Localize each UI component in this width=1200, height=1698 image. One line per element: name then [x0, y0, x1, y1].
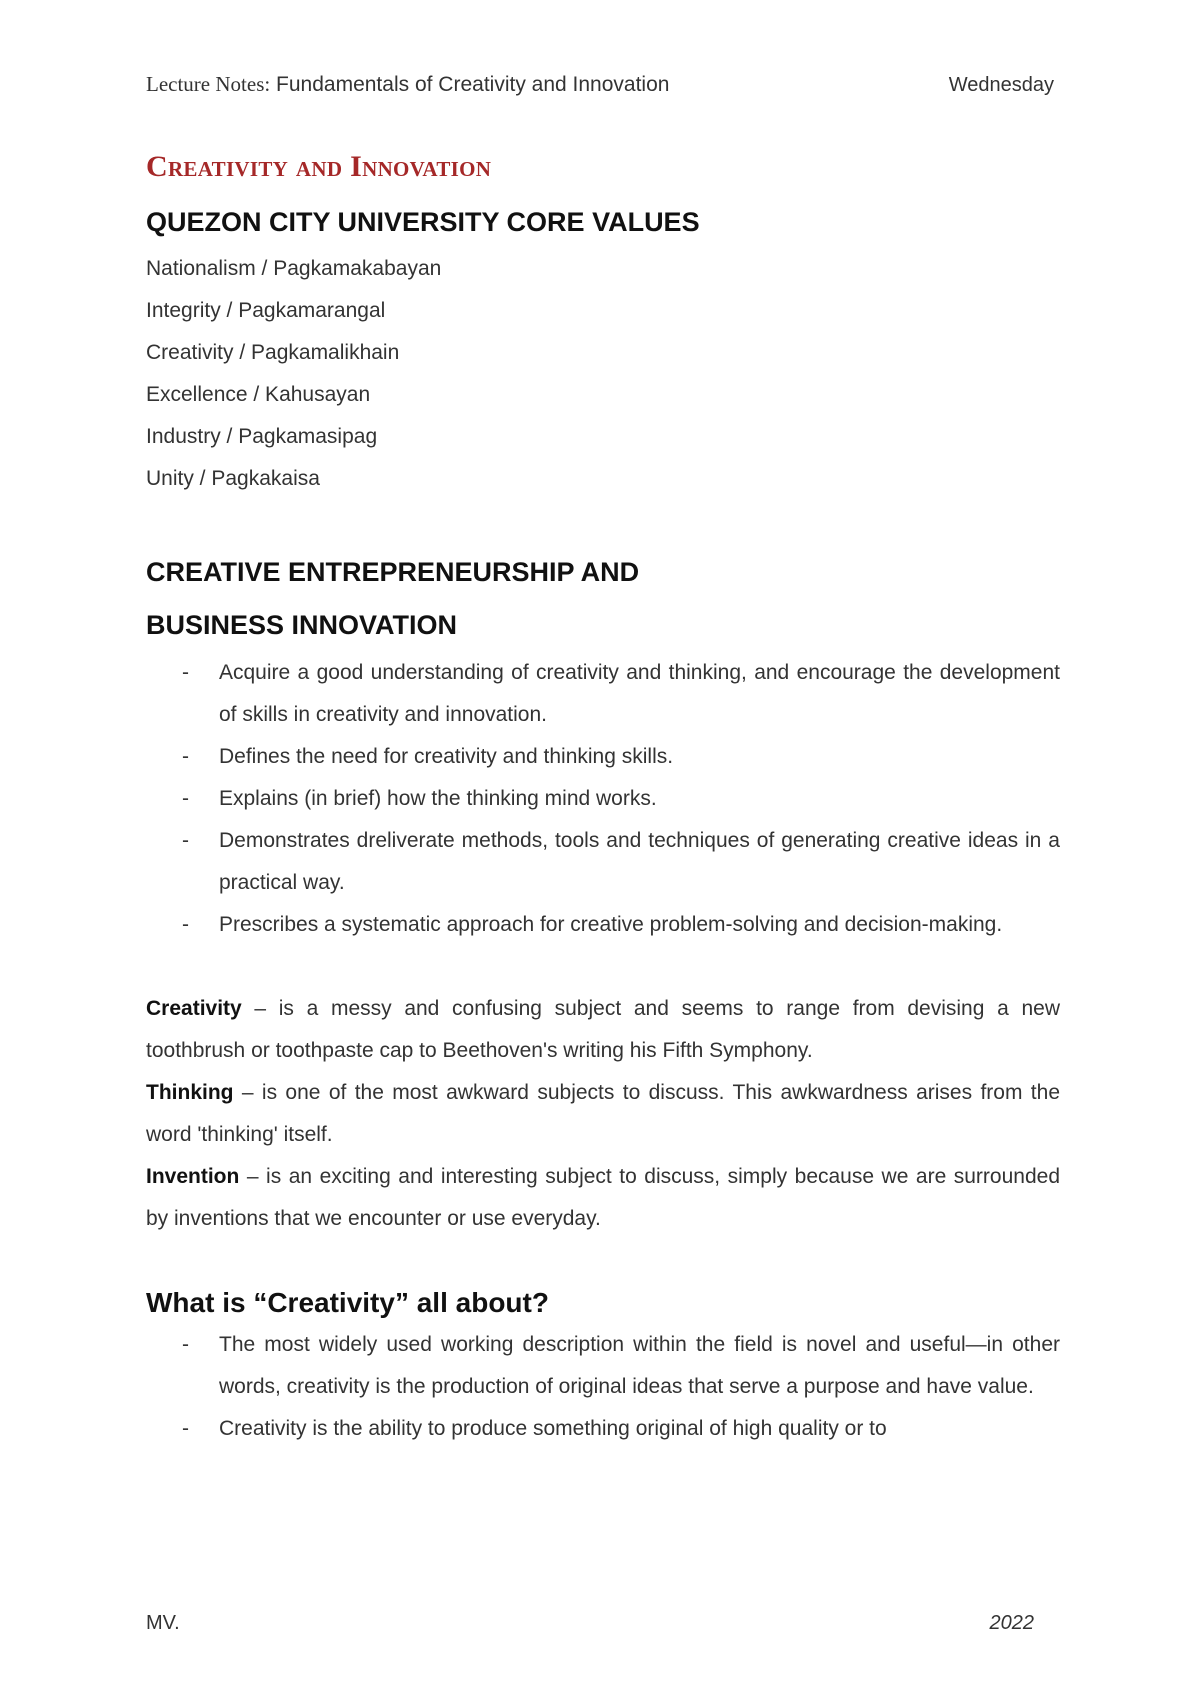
list-item-text: The most widely used working description within the field is novel and useful—in other words, creativity is the production of original ideas that serve a purpose and have value.: [219, 1333, 1060, 1398]
list-item: [146, 1408, 1060, 1450]
entrepreneurship-objectives-list: [146, 652, 1060, 946]
definition-term: Thinking: [146, 1081, 234, 1104]
core-value-item: Nationalism / Pagkamakabayan: [146, 257, 442, 280]
core-value-item: Creativity / Pagkamalikhain: [146, 341, 400, 364]
page-content: [146, 148, 1060, 1450]
header-day: Wednesday: [948, 74, 1054, 96]
list-item: [146, 736, 1060, 778]
core-value-item: Industry / Pagkamasipag: [146, 425, 378, 448]
footer-author: MV.: [146, 1612, 180, 1634]
list-item: [146, 820, 1060, 904]
dash-bullet: -: [182, 745, 189, 768]
list-item-text: Demonstrates dreliverate methods, tools and techniques of generating creative ideas in a practical way.: [219, 829, 1060, 894]
dash-bullet: -: [182, 913, 189, 936]
document-title: Creativity and Innovation: [146, 150, 492, 183]
core-values-heading: QUEZON CITY UNIVERSITY CORE VALUES: [146, 207, 700, 237]
definitions-section: [146, 988, 1060, 1240]
core-value-item: Unity / Pagkakaisa: [146, 467, 320, 490]
definition-text: – is a messy and confusing subject and seems to range from devising a new toothbrush or toothpaste cap to Beethoven's writing his Fifth Symphony.: [146, 997, 1060, 1062]
definition-creativity: [146, 988, 1060, 1072]
list-item-text: Explains (in brief) how the thinking mind works.: [219, 787, 657, 810]
dash-bullet: -: [182, 1417, 189, 1440]
list-item-text: Acquire a good understanding of creativity and thinking, and encourage the development of skills in creativity and innovation.: [219, 661, 1060, 726]
creative-entrepreneurship-heading: [146, 546, 1060, 652]
definition-text: – is an exciting and interesting subject to discuss, simply because we are surrounded by inventions that we encounter or use everyday.: [146, 1165, 1060, 1230]
header-course-title: [146, 72, 669, 97]
definition-term: Invention: [146, 1165, 240, 1188]
list-item: [146, 1324, 1060, 1408]
creativity-about-heading: What is “Creativity” all about?: [146, 1287, 549, 1318]
definition-text: – is one of the most awkward subjects to discuss. This awkwardness arises from the word 'thinking' itself.: [146, 1081, 1060, 1146]
definition-term: Creativity: [146, 997, 242, 1020]
core-values-list: [146, 248, 1060, 500]
dash-bullet: -: [182, 661, 189, 684]
core-value-item: Integrity / Pagkamarangal: [146, 299, 386, 322]
footer-year: 2022: [989, 1612, 1034, 1634]
list-item-text: Prescribes a systematic approach for creative problem-solving and decision-making.: [219, 913, 1003, 936]
heading-line-1: CREATIVE ENTREPRENEURSHIP AND: [146, 557, 640, 587]
header-prefix: Lecture Notes:: [146, 72, 271, 96]
page-footer: [146, 1612, 1034, 1642]
core-value-item: Excellence / Kahusayan: [146, 383, 371, 406]
definition-invention: [146, 1156, 1060, 1240]
list-item-text: Defines the need for creativity and thinking skills.: [219, 745, 674, 768]
list-item: [146, 904, 1060, 946]
heading-line-2: BUSINESS INNOVATION: [146, 610, 458, 640]
list-item-text: Creativity is the ability to produce something original of high quality or to: [219, 1417, 887, 1440]
header-course: Fundamentals of Creativity and Innovation: [270, 73, 670, 96]
creativity-about-list: [146, 1324, 1060, 1450]
list-item: [146, 778, 1060, 820]
list-item: [146, 652, 1060, 736]
dash-bullet: -: [182, 787, 189, 810]
page-header: [146, 72, 1054, 104]
dash-bullet: -: [182, 829, 189, 852]
dash-bullet: -: [182, 1333, 189, 1356]
definition-thinking: [146, 1072, 1060, 1156]
